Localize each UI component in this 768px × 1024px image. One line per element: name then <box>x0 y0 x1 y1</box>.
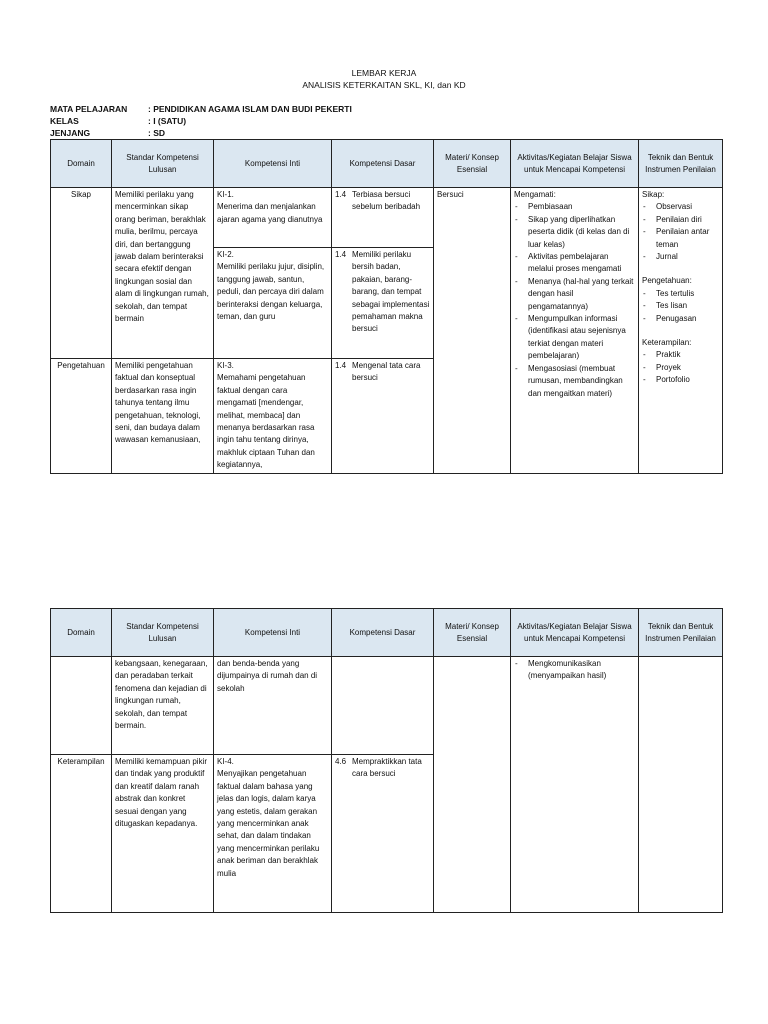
kd-number: 1.4 <box>335 250 347 259</box>
skl-cell: Memiliki perilaku yang mencerminkan sikap orang beriman, berakhlak mulia, berilmu, percaya diri, dan bertanggung jawab dalam berinteraksi secara efektif dengan lingkungan sosial dan alam di lingkungan rumah, sekolah, dan tempat bermain <box>112 188 214 359</box>
col-header-aktivitas: Aktivitas/Kegiatan Belajar Siswa untuk Mencapai Kompetensi <box>511 609 639 657</box>
kd-text: Mengenal tata cara bersuci <box>352 361 421 383</box>
materi-cell: Bersuci <box>434 188 511 474</box>
ki-heading: KI-4. <box>217 757 234 766</box>
domain-cell: Sikap <box>51 188 112 359</box>
meta-label: JENJANG <box>50 128 91 138</box>
list-item: - Praktik <box>642 349 719 361</box>
domain-cell: Pengetahuan <box>51 359 112 474</box>
teknik-cell <box>639 657 723 755</box>
materi-cell <box>434 657 511 913</box>
ki-cell <box>214 188 332 248</box>
meta-row-subject <box>50 104 352 114</box>
ki-heading: KI-2. <box>217 250 234 259</box>
ki-cell <box>214 755 332 913</box>
teknik-group-keterampilan <box>642 337 719 387</box>
col-header-ki: Kompetensi Inti <box>214 140 332 188</box>
kd-number: 1.4 <box>335 190 347 199</box>
document-title: LEMBAR KERJA <box>351 68 417 78</box>
col-header-aktivitas: Aktivitas/Kegiatan Belajar Siswa untuk Mencapai Kompetensi <box>511 140 639 188</box>
col-header-skl: Standar Kompetensi Lulusan <box>112 609 214 657</box>
analysis-table-2 <box>50 608 723 913</box>
list-item: - Portofolio <box>642 374 719 386</box>
teknik-group-heading: Sikap: <box>642 190 665 199</box>
aktivitas-cell <box>511 657 639 755</box>
col-header-teknik: Teknik dan Bentuk Instrumen Penilaian <box>639 140 723 188</box>
kd-number: 1.4 <box>335 361 347 370</box>
teknik-cell <box>639 755 723 913</box>
list-item: - Pembiasaan <box>514 201 635 213</box>
aktivitas-list <box>514 201 635 400</box>
list-item: - Tes lisan <box>642 300 719 312</box>
ki-cell: dan benda-benda yang dijumpainya di rumah dan di sekolah <box>214 657 332 755</box>
col-header-materi: Materi/ Konsep Esensial <box>434 140 511 188</box>
list-item: - Penilaian diri <box>642 214 719 226</box>
skl-cell: kebangsaan, kenegaraan, dan peradaban terkait fenomena dan kejadian di lingkungan rumah, sekolah, dan tempat bermain. <box>112 657 214 755</box>
col-header-teknik: Teknik dan Bentuk Instrumen Penilaian <box>639 609 723 657</box>
col-header-domain: Domain <box>51 609 112 657</box>
kd-cell <box>332 359 434 474</box>
col-header-kd: Kompetensi Dasar <box>332 140 434 188</box>
col-header-ki: Kompetensi Inti <box>214 609 332 657</box>
teknik-group-heading: Keterampilan: <box>642 338 692 348</box>
aktivitas-cell <box>511 188 639 474</box>
aktivitas-list <box>514 658 635 683</box>
teknik-list <box>642 201 719 263</box>
teknik-group-sikap <box>642 189 719 263</box>
document-subtitle: ANALISIS KETERKAITAN SKL, KI, dan KD <box>302 80 466 90</box>
list-item: - Proyek <box>642 362 719 374</box>
kd-text: Mempraktikkan tata cara bersuci <box>352 757 422 779</box>
list-item: - Sikap yang diperlihatkan peserta didik (di kelas dan di luar kelas) <box>514 214 635 251</box>
table-header-row <box>51 609 723 657</box>
kd-text: Terbiasa bersuci sebelum beribadah <box>352 190 421 212</box>
domain-cell: Keterampilan <box>51 755 112 913</box>
list-item: - Aktivitas pembelajaran melalui proses mengamati <box>514 251 635 276</box>
meta-row-level <box>50 128 165 138</box>
list-item: - Observasi <box>642 201 719 213</box>
kd-cell <box>332 248 434 359</box>
table-row-continuation <box>51 657 723 755</box>
ki-heading: KI-1. <box>217 190 234 199</box>
aktivitas-intro: Mengamati: <box>514 190 556 199</box>
col-header-materi: Materi/ Konsep Esensial <box>434 609 511 657</box>
col-header-domain: Domain <box>51 140 112 188</box>
list-item: - Jurnal <box>642 251 719 263</box>
meta-label: KELAS <box>50 116 79 126</box>
ki-cell <box>214 359 332 474</box>
kd-cell <box>332 657 434 755</box>
aktivitas-cell <box>511 755 639 913</box>
table-row-sikap-a <box>51 188 723 248</box>
meta-value: : SD <box>148 128 165 138</box>
meta-row-class <box>50 116 186 126</box>
list-item: - Mengumpulkan informasi (identifikasi atau sejenisnya terkiat dengan materi pembelajaran) <box>514 313 635 363</box>
teknik-group-heading: Pengetahuan: <box>642 276 692 286</box>
meta-label: MATA PELAJARAN <box>50 104 128 114</box>
ki-cell <box>214 248 332 359</box>
meta-value: : PENDIDIKAN AGAMA ISLAM DAN BUDI PEKERTI <box>148 104 352 114</box>
table-row-keterampilan <box>51 755 723 913</box>
kd-cell <box>332 188 434 248</box>
list-item: - Mengkomunikasikan (menyampaikan hasil) <box>514 658 635 683</box>
skl-cell: Memiliki pengetahuan faktual dan konseptual berdasarkan rasa ingin tahunya tentang ilmu pengetahuan, teknologi, seni, dan budaya dalam wawasan kemanusiaan, <box>112 359 214 474</box>
list-item: - Tes tertulis <box>642 288 719 300</box>
table-header-row <box>51 140 723 188</box>
list-item: - Menanya (hal-hal yang terkait dengan hasil pengamatannya) <box>514 276 635 313</box>
kd-text: Memiliki perilaku bersih badan, pakaian, barang-barang, dan tempat sebagai implementasi pemahaman makna bersuci <box>352 250 430 334</box>
col-header-kd: Kompetensi Dasar <box>332 609 434 657</box>
kd-cell <box>332 755 434 913</box>
teknik-list <box>642 349 719 386</box>
teknik-list <box>642 288 719 325</box>
ki-heading: KI-3. <box>217 361 234 370</box>
ki-text: Memiliki perilaku jujur, disiplin, tanggung jawab, santun, peduli, dan percaya diri dalam berinteraksi dengan keluarga, teman, dan guru <box>217 262 325 322</box>
list-item: - Penilaian antar teman <box>642 226 719 251</box>
col-header-skl: Standar Kompetensi Lulusan <box>112 140 214 188</box>
teknik-cell <box>639 188 723 474</box>
list-item: - Mengasosiasi (membuat rumusan, membandingkan dan mengaitkan materi) <box>514 363 635 400</box>
domain-cell <box>51 657 112 755</box>
skl-cell: Memiliki kemampuan pikir dan tindak yang produktif dan kreatif dalam ranah abstrak dan konkret sesuai dengan yang ditugaskan kepadanya. <box>112 755 214 913</box>
teknik-group-pengetahuan <box>642 275 719 325</box>
kd-number: 4.6 <box>335 757 347 766</box>
ki-text: Menerima dan menjalankan ajaran agama yang dianutnya <box>217 202 323 224</box>
ki-text: Menyajikan pengetahuan faktual dalam bahasa yang jelas dan logis, dalam karya yang estetis, dalam gerakan yang mencerminkan anak sehat, dan dalam tindakan yang mencerminkan perilaku anak beriman dan berakhlak mulia <box>217 769 320 878</box>
analysis-table-1 <box>50 139 723 474</box>
meta-value: : I (SATU) <box>148 116 187 126</box>
ki-text: Memahami pengetahuan faktual dengan cara mengamati [mendengar, melihat, membaca] dan menanya berdasarkan rasa ingin tahu tentang dirinya, makhluk ciptaan Tuhan dan kegiatannya, <box>217 373 315 470</box>
list-item: - Penugasan <box>642 313 719 325</box>
